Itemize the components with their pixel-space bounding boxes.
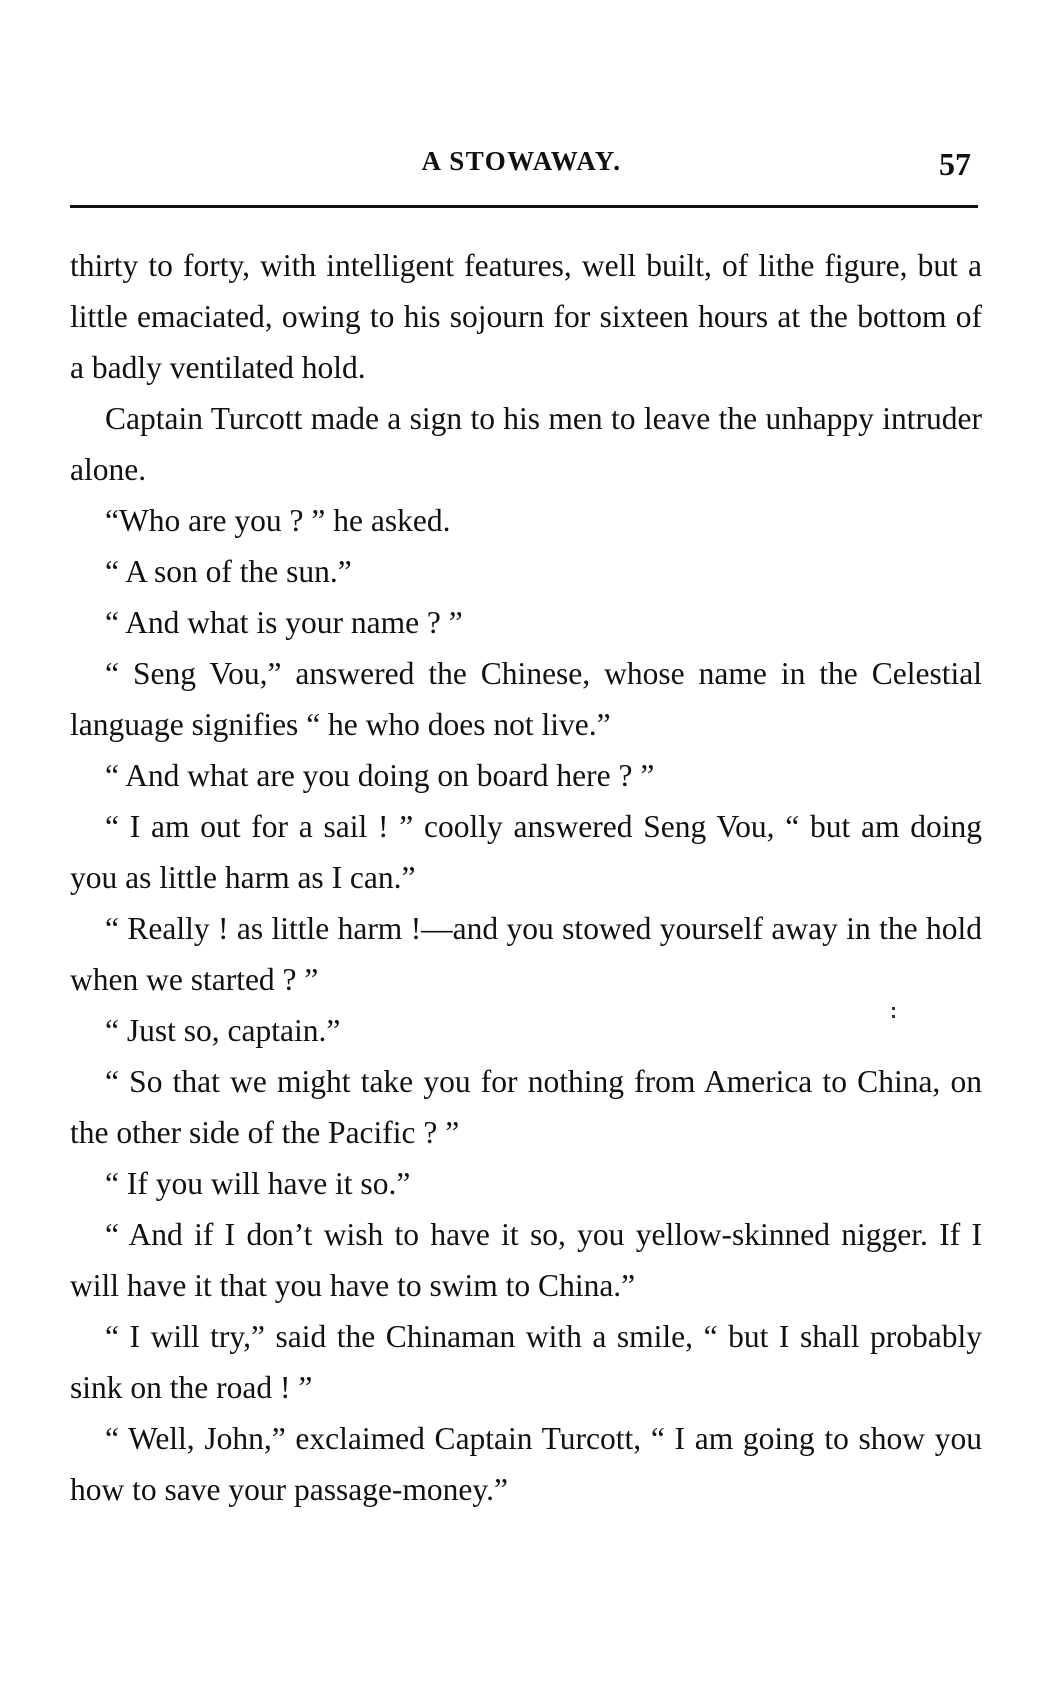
paragraph: Captain Turcott made a sign to his men to leave the unhappy intruder alone. [70,401,982,487]
dialogue-line: “ I will try,” said the Chinaman with a smile, “ but I shall probably sink on the road ! ” [70,1319,982,1405]
dialogue-line: “ And what is your name ? ” [105,605,463,640]
dialogue-line: “ I am out for a sail ! ” coolly answered Seng Vou, “ but am doing you as little harm as I can.” [70,809,982,895]
dialogue-line: “Who are you ? ” he asked. [105,503,451,538]
dialogue-line: “ Well, John,” exclaimed Captain Turcott, “ I am going to show you how to save your passage-money.” [70,1421,982,1507]
dialogue-line: “ And if I don’t wish to have it so, you yellow-skinned nigger. If I will have it that you have to swim to China.” [70,1217,982,1303]
paragraph-continuation: thirty to forty, with intelligent features, well built, of lithe figure, but a little emaciated, owing to his sojourn for sixteen hours at the bottom of a badly ventilated hold. [70,248,982,385]
dialogue-line: “ And what are you doing on board here ? ” [105,758,655,793]
dialogue-line: “ Just so, captain.” [105,1013,341,1048]
speck-dot [892,1007,895,1010]
print-speck [892,1007,896,1023]
speck-dot [892,1015,895,1018]
dialogue-line: “ So that we might take you for nothing from America to China, on the other side of the Pacific ? ” [70,1064,982,1150]
dialogue-line: “ Really ! as little harm !—and you stowed yourself away in the hold when we started ? ” [70,911,982,997]
header-rule [70,205,978,208]
dialogue-line: “ If you will have it so.” [105,1166,411,1201]
running-head [0,146,1043,186]
running-title: A STOWAWAY. [421,146,622,176]
body-text [70,240,982,1515]
dialogue-line: “ A son of the sun.” [105,554,352,589]
page-number: 57 [939,146,971,182]
dialogue-line: “ Seng Vou,” answered the Chinese, whose name in the Celestial language signifies “ he who does not live.” [70,656,982,742]
